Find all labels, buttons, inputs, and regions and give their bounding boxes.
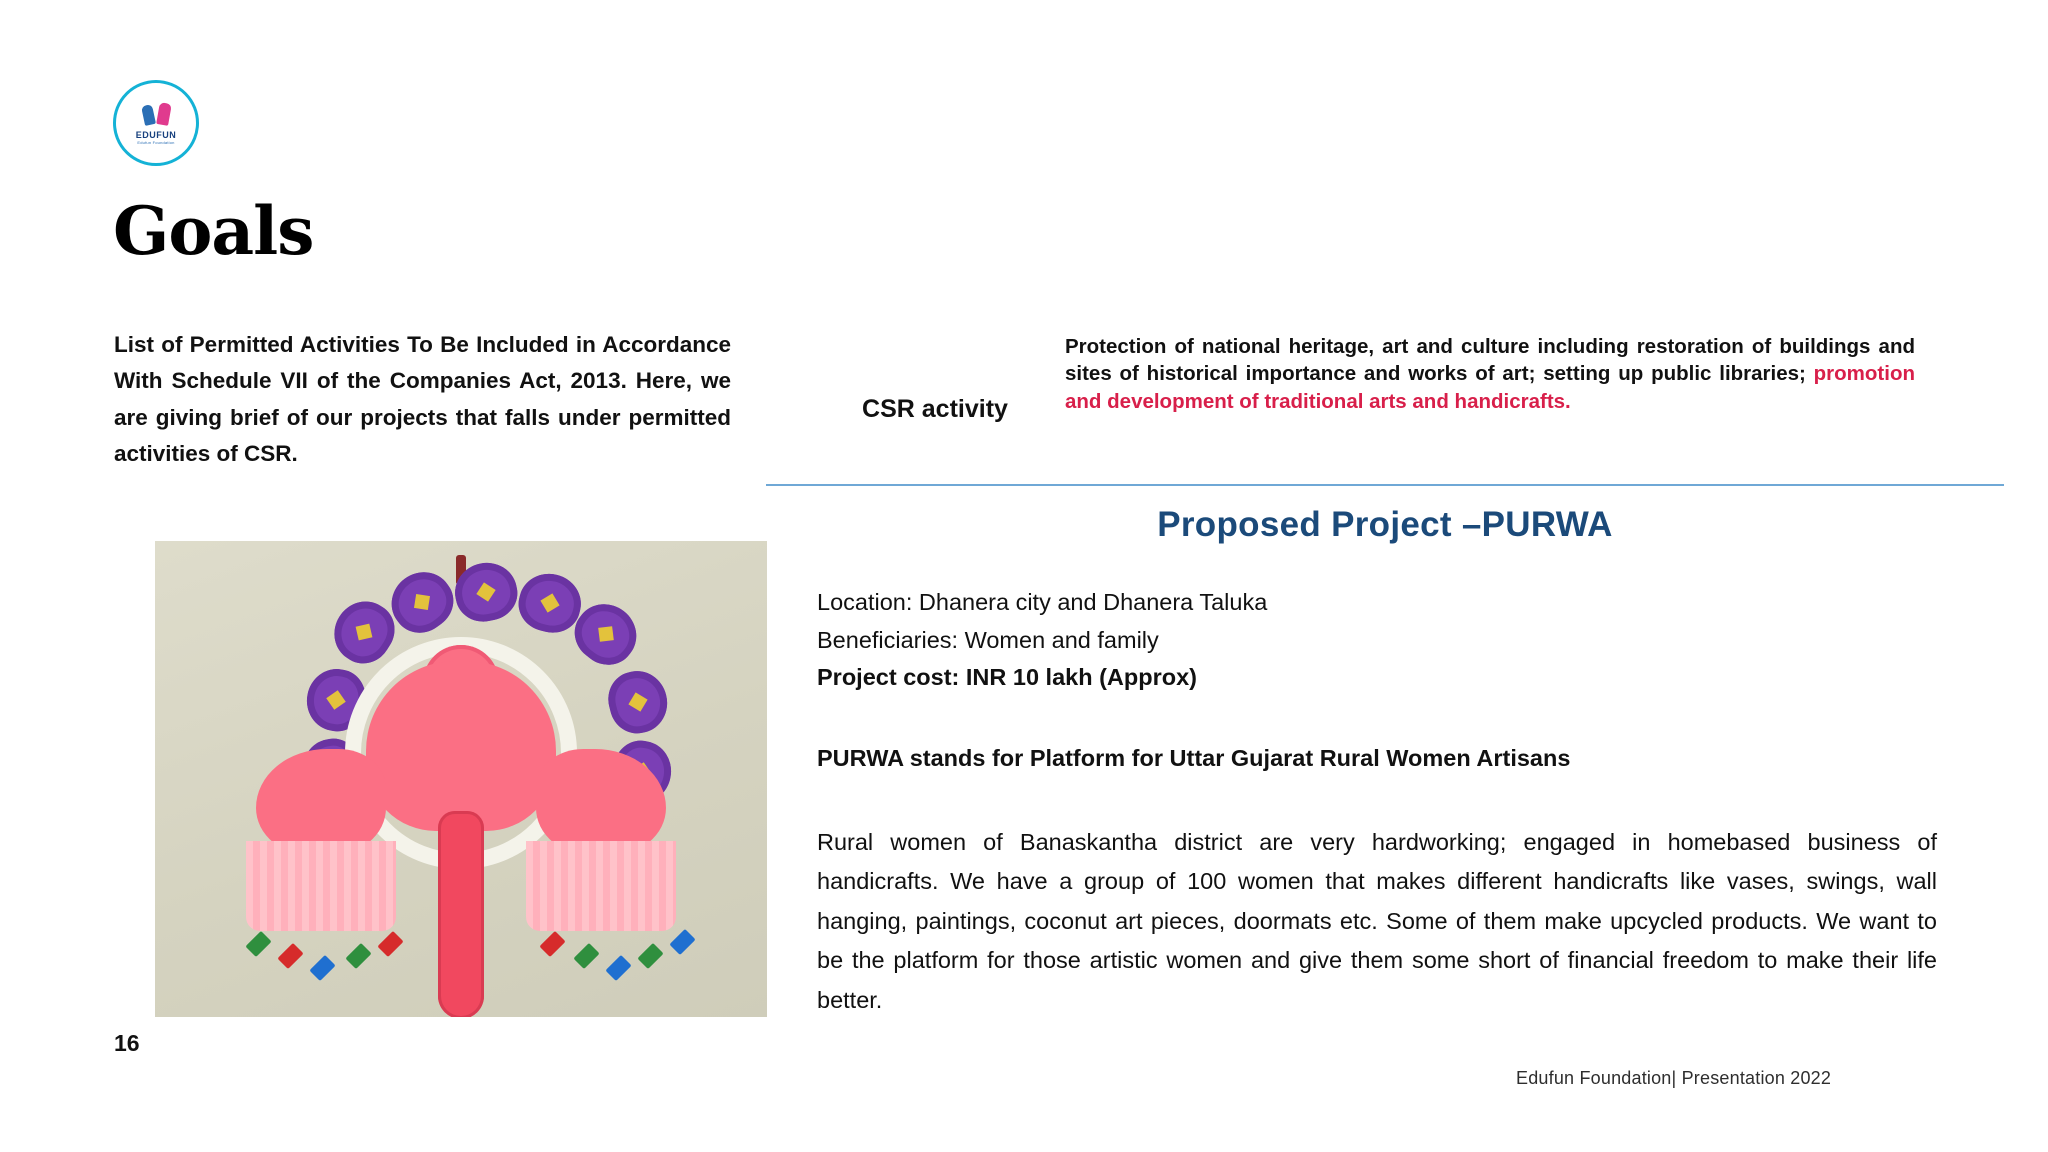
project-acronym: PURWA stands for Platform for Uttar Gujarat Rural Women Artisans (817, 745, 1571, 771)
project-location: Location: Dhanera city and Dhanera Taluka (817, 589, 1268, 615)
edufun-logo (113, 80, 199, 166)
csr-text-highlight: promotion and development of traditional arts and handicrafts. (1065, 362, 1915, 413)
logo-tagline: Edufun Foundation (137, 139, 175, 145)
csr-activity-label: CSR activity (862, 395, 1008, 423)
logo-name: EDUFUN (135, 129, 177, 140)
project-beneficiaries: Beneficiaries: Women and family (817, 626, 1159, 653)
project-cost: Project cost: INR 10 lakh (Approx) (817, 664, 1197, 691)
page-title: Goals (113, 192, 314, 270)
project-title: Proposed Project –PURWA (1157, 505, 1613, 544)
page-number: 16 (114, 1030, 140, 1056)
csr-activity-text (1065, 333, 1915, 415)
csr-text-plain: Protection of national heritage, art and culture including restoration of buildings and sites of historical importance and works of art; setting up public libraries; (1065, 335, 1915, 386)
slide-footer: Edufun Foundation| Presentation 2022 (1516, 1068, 1832, 1088)
section-divider (766, 484, 2004, 486)
project-description: Rural women of Banaskantha district are very hardworking; engaged in homebased business of handicrafts. We have a group of 100 women that makes different handicrafts like vases, swings, wall hanging, paintings, coconut art pieces, doormats etc. Some of them make upcycled products. We want to be the platform for those artistic women and give them some short of financial freedom to make their life better. (817, 829, 1937, 1013)
handicraft-image (155, 541, 767, 1017)
intro-paragraph: List of Permitted Activities To Be Included in Accordance With Schedule VII of the Companies Act, 2013. Here, we are giving brief of our projects that falls under permitted activities of CSR. (114, 332, 731, 467)
logo-figures-icon (141, 103, 171, 129)
project-meta (817, 587, 1997, 700)
